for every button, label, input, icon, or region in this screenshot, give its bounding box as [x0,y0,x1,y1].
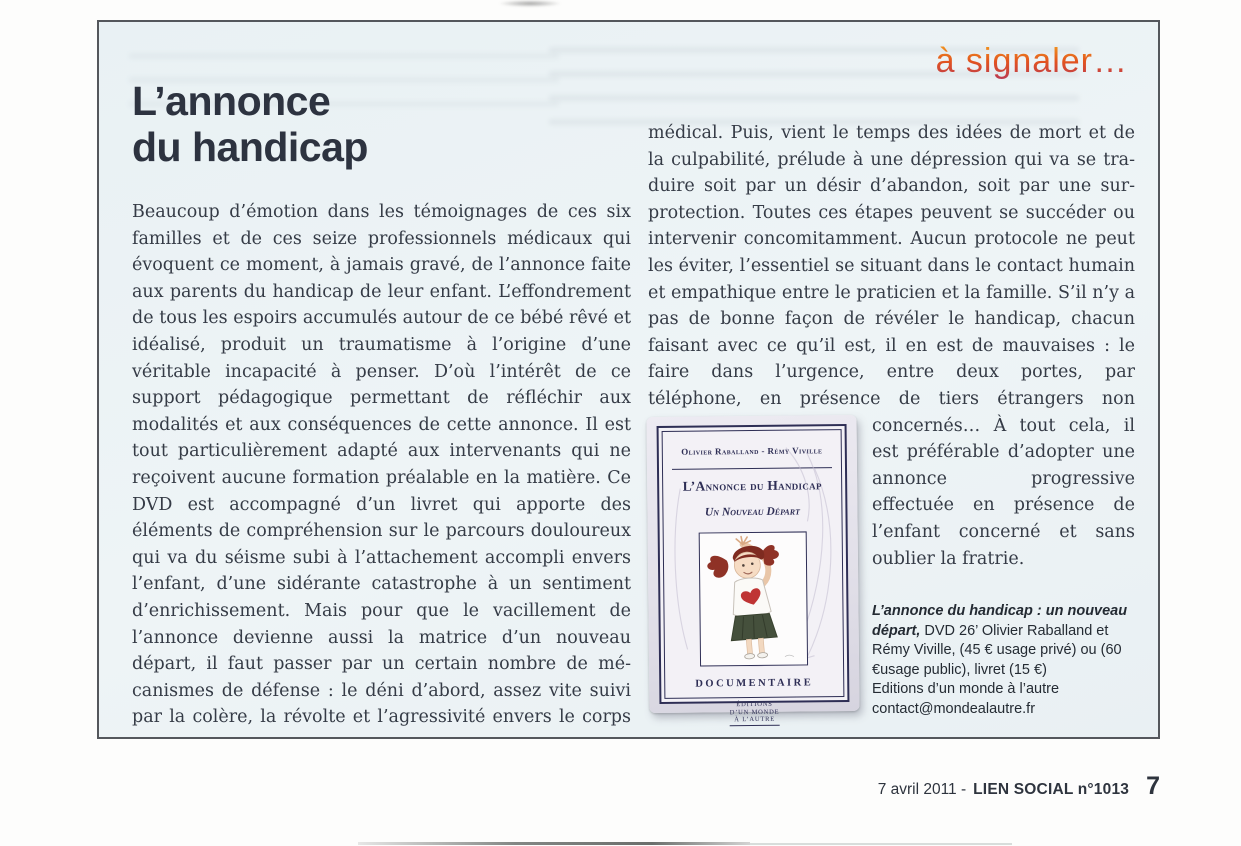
dvd-cover-inner [662,429,845,724]
scanner-artifact-top [498,0,562,7]
girl-illustration-svg [700,532,805,663]
article-title-line1: L’annonce [132,78,331,124]
dvd-divider [672,466,832,469]
dvd-cover-photo [648,416,858,724]
girl-illustration [699,531,808,666]
footer-magazine-name: LIEN SOCIAL n°1013 [973,781,1130,798]
dvd-case [646,414,859,724]
scanner-artifact-bottom-dark [358,842,750,845]
dvd-publisher-line3: À L’AUTRE [734,715,776,724]
page-footer [878,772,1160,801]
article-title [132,78,368,170]
right-column-text-2: cela, il est préférable d’adopter une annonce progressive effectuée en présence de l’enfant concerné et sans oublier la fratrie. [872,415,1136,569]
article-panel [97,20,1160,739]
caption-details: DVD 26’ Olivier Raballand et Rémy Viville, (45 € usage privé) ou (60 €usage public), livret (15 €) [872,622,1122,678]
caption-title: L’annonce du handicap : un nouveau départ, [872,603,1128,639]
right-column [648,120,1136,724]
right-column-text-1: médical. Puis, vient le temps des idées de mort et de la culpabilité, prélude à une dépression qui va se traduire soit par un désir d’abandon, soit par une surprotection. Toutes ces étapes peuvent se succéder ou intervenir concomitamment. Aucun protocole ne peut les éviter, l’essentiel se situant dans le contact humain et empathique entre le praticien et la famille. S’il n’y a pas de bonne façon de révéler le handicap, chacun faisant avec ce qu’il est, il en est de mauvaises : le faire dans l’urgence, entre deux portes, par téléphone, en présence de tiers étrangers non concernés… À tout [648,123,1135,436]
artist-signature [785,654,794,656]
dvd-authors: Olivier Raballand - Rémy Viville [681,444,823,457]
dvd-publisher-line2: D’UN MONDE [729,708,780,716]
dvd-publisher-line1: ÉDITIONS [736,700,773,709]
dvd-publisher [730,701,780,726]
left-column-text: Beaucoup d’émotion dans les témoignages de ces six familles et de ces seize professionnels médicaux qui évoquent ce moment, à jamais gravé, de l’annonce faite aux parents du handicap de leur enfant. L’effondrement de tous les espoirs accumulés autour de ce bébé rêvé et idéalisé, produit un traumatisme à l’origine d’une véritable incapacité à penser. D’où l’intérêt de ce support pédagogique permettant de réfléchir aux modalités et aux conséquences de cette annonce. Il est tout particulièrement adapté aux intervenants qui ne reçoivent aucune formation préalable en la matière. Ce DVD est accompagné d’un livret qui apporte des éléments de compréhension sur le parcours douloureux qui va du séisme subi à l’attachement accompli envers l’enfant, d’une sidérante catastrophe à un sentiment d’enrichissement. Mais pour que le vacillement de l’annonce devienne aussi la matrice d’un nouveau départ, il faut passer par un certain nombre de mécanismes de défense : le déni d’abord, assez vite suivi par la colère, la révolte et l’agressivité envers le corps [132,202,631,728]
dvd-title: L’Annonce du Handicap [682,476,822,493]
section-label: à signaler… [935,42,1128,80]
caption-email: contact@mondealautre.fr [872,700,1036,717]
dvd-genre: DOCUMENTAIRE [695,676,814,689]
dvd-cover-frame [657,424,850,724]
caption-publisher: Editions d’un monde à l’autre [872,681,1060,698]
article-title-line2: du handicap [132,124,368,170]
scanner-artifact-bottom-light [750,843,1012,845]
footer-page-number: 7 [1146,772,1160,800]
footer-date: 7 avril 2011 - [877,781,967,798]
dvd-subtitle: Un Nouveau Départ [704,505,801,519]
